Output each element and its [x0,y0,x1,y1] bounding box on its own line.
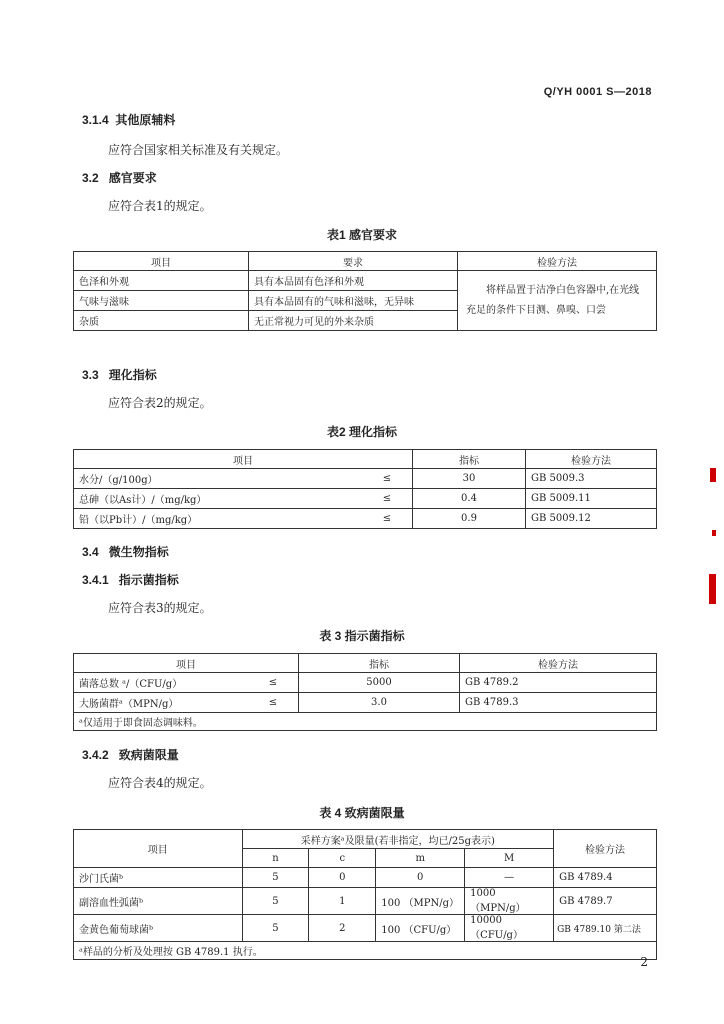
table1-sensory [73,251,657,331]
section-title: 指示菌指标 [118,573,179,587]
table2-header: 项目 [74,450,413,469]
section-number: 3.2 [82,171,99,185]
table-cell: 0 [376,868,465,888]
table-cell: 10000 （CFU/g） [465,915,554,942]
table-row [74,693,657,713]
section-3-4-heading [82,543,169,560]
table-cell: 杂质 [74,311,249,331]
table-cell: 5 [242,868,309,888]
table4-header-plan: 采样方案ᵃ及限量(若非指定，均已/25g表示) [242,830,554,849]
table-cell: 副溶血性弧菌ᵇ [74,888,243,915]
table4-subheader: n [242,849,309,868]
section-title: 致病菌限量 [118,748,179,762]
page-number: 2 [640,955,648,969]
table1-header: 要求 [249,252,458,271]
table3-caption: 表 3 指示菌指标 [319,629,405,643]
section-3-4-1-heading [82,571,179,588]
table-cell: 金黄色葡萄球菌ᵇ [74,915,243,942]
stamp-mark [709,574,716,604]
stamp-mark [710,468,716,482]
table-cell: — [465,868,554,888]
table-cell: ≤ [248,673,299,693]
section-title: 理化指标 [108,368,157,382]
table-cell: 具有本品固有色泽和外观 [249,271,458,291]
section-number: 3.4.2 [82,748,109,762]
table-cell: 0.4 [413,489,526,509]
table-row [74,868,657,888]
table1-caption: 表1 感官要求 [326,228,397,242]
table-cell: 5000 [299,673,460,693]
table-cell: 0 [309,868,376,888]
table-cell: 总砷（以As计）/（mg/kg） [74,489,363,509]
section-3-1-4-heading [82,111,175,128]
table-cell: 0.9 [413,509,526,529]
table2-header: 检验方法 [526,450,657,469]
table4-note: ᵃ样品的分析及处理按 GB 4789.1 执行。 [74,942,657,960]
table-cell: 5 [242,888,309,915]
table-row [74,888,657,915]
table2-caption: 表2 理化指标 [326,425,397,439]
table-row [74,915,657,942]
table2-header: 指标 [413,450,526,469]
table4-caption: 表 4 致病菌限量 [319,806,405,820]
table-cell: ≤ [362,509,413,529]
table-cell: 气味与滋味 [74,291,249,311]
table3-header: 项目 [74,654,299,673]
table2-physicochemical [73,449,657,529]
table-cell: 100 （CFU/g） [376,915,465,942]
standard-code: Q/YH 0001 S—2018 [543,86,652,98]
table4-subheader: c [309,849,376,868]
table4-pathogen-limits [73,829,657,960]
table-cell: 大肠菌群ᵃ（MPN/g） [74,693,249,713]
table-row [74,489,657,509]
section-number: 3.4 [82,545,99,559]
table-cell: GB 4789.2 [460,673,657,693]
table-cell: 5 [242,915,309,942]
table-cell: 沙门氏菌ᵇ [74,868,243,888]
table1-method: 将样品置于洁净白色容器中,在光线充足的条件下目测、鼻嗅、口尝 [458,271,657,331]
section-title: 感官要求 [108,171,157,185]
section-number: 3.3 [82,368,99,382]
table4-header-item: 项目 [74,830,243,868]
section-title: 其他原辅料 [115,113,176,127]
table-cell: GB 4789.3 [460,693,657,713]
table-cell: 2 [309,915,376,942]
table-cell: ≤ [362,469,413,489]
table-cell: GB 5009.3 [526,469,657,489]
table-cell: 菌落总数 ᵃ/（CFU/g） [74,673,249,693]
table3-indicator-bacteria [73,653,657,731]
stamp-mark [712,530,716,536]
section-3-4-2-heading [82,746,179,763]
section-3-4-1-text: 应符合表3的规定。 [108,601,212,615]
table-cell: 无正常视力可见的外来杂质 [249,311,458,331]
table1-header: 项目 [74,252,249,271]
table-cell: 30 [413,469,526,489]
table-cell: GB 4789.4 [554,868,657,888]
section-title: 微生物指标 [108,545,169,559]
table3-header: 检验方法 [460,654,657,673]
table-row [74,271,657,291]
table-cell: ≤ [248,693,299,713]
table-row [74,509,657,529]
table4-subheader: M [465,849,554,868]
table4-header-method: 检验方法 [554,830,657,868]
table-row [74,469,657,489]
table-cell: 100 （MPN/g） [376,888,465,915]
table3-note: ᵃ仅适用于即食固态调味料。 [74,713,657,731]
section-3-2-text: 应符合表1的规定。 [108,199,212,213]
section-3-2-heading [82,169,157,186]
table-cell: GB 4789.7 [554,888,657,915]
table-cell: 水分/（g/100g） [74,469,363,489]
section-3-3-text: 应符合表2的规定。 [108,396,212,410]
table-cell: 1 [309,888,376,915]
table-cell: ≤ [362,489,413,509]
table3-header: 指标 [299,654,460,673]
section-3-1-4-text: 应符合国家相关标准及有关规定。 [108,143,289,157]
table-note-row [74,942,657,960]
table-cell: 3.0 [299,693,460,713]
section-number: 3.4.1 [82,573,109,587]
table-note-row [74,713,657,731]
table-cell: 具有本品固有的气味和滋味，无异味 [249,291,458,311]
table-cell: GB 4789.10 第二法 [554,915,657,942]
section-3-3-heading [82,366,157,383]
table-row [74,673,657,693]
table-cell: 1000 （MPN/g） [465,888,554,915]
section-number: 3.1.4 [82,113,109,127]
table-cell: GB 5009.11 [526,489,657,509]
table-cell: 铅（以Pb计）/（mg/kg） [74,509,363,529]
table-cell: GB 5009.12 [526,509,657,529]
table-cell: 色泽和外观 [74,271,249,291]
table1-header: 检验方法 [458,252,657,271]
table4-subheader: m [376,849,465,868]
section-3-4-2-text: 应符合表4的规定。 [108,776,212,790]
